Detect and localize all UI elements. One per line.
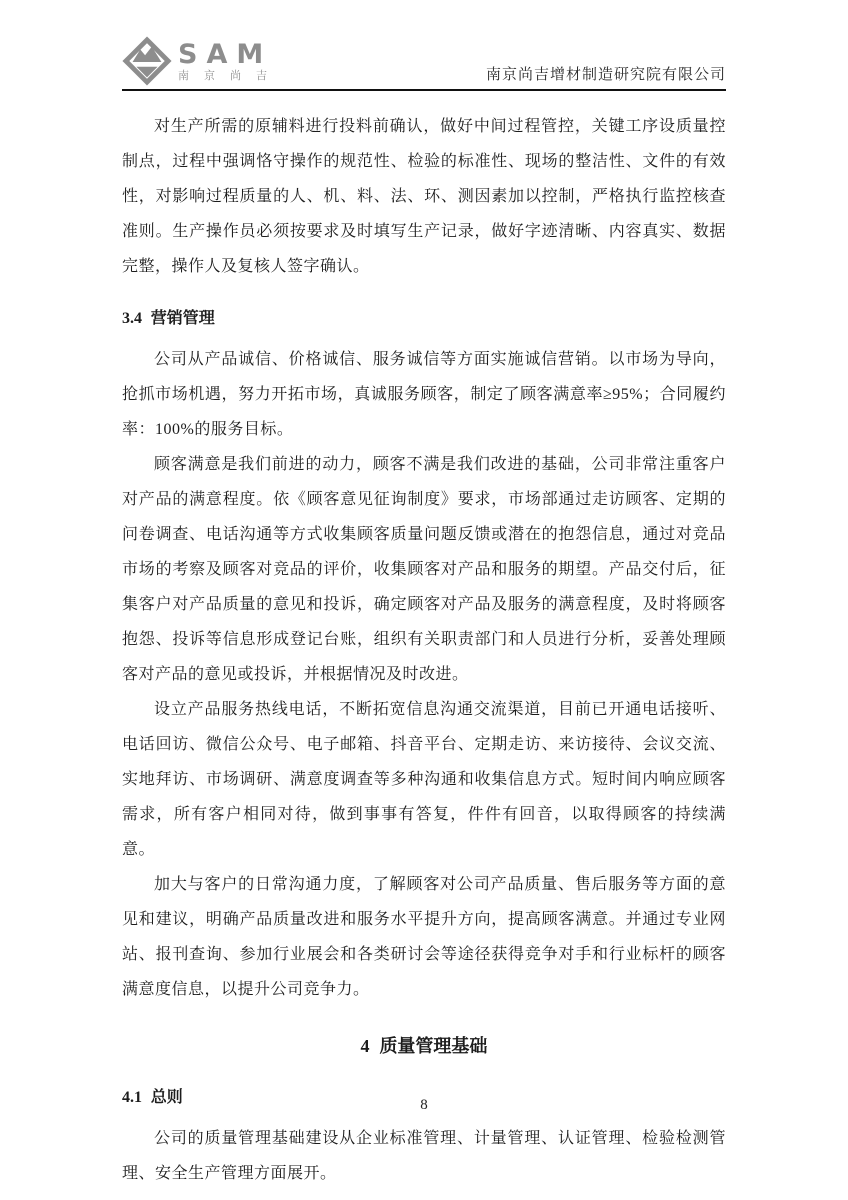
logo-subtext: 南京尚吉 bbox=[178, 69, 282, 82]
company-logo bbox=[122, 36, 282, 86]
heading-title: 营销管理 bbox=[150, 310, 215, 327]
paragraph-service-hotline: 设立产品服务热线电话，不断拓宽信息沟通交流渠道，目前已开通电话接听、电话回访、微信公众号、电子邮箱、抖音平台、定期走访、来访接待、会议交流、实地拜访、市场调研、满意度调查等多种沟通和收集信息方式。短时间内响应顾客需求，所有客户相同对待，做到事事有答复，件件有回音，以取得顾客的持续满意。 bbox=[122, 701, 726, 858]
paragraph-customer-satisfaction: 顾客满意是我们前进的动力，顾客不满是我们改进的基础，公司非常注重客户对产品的满意程度。依《顾客意见征询制度》要求，市场部通过走访顾客、定期的问卷调查、电话沟通等方式收集顾客质量问题反馈或潜在的抱怨信息，通过对竞品市场的考察及顾客对竞品的评价，收集顾客对产品和服务的期望。产品交付后，征集客户对产品质量的意见和投诉，确定顾客对产品及服务的满意程度，及时将顾客抱怨、投诉等信息形成登记台账，组织有关职责部门和人员进行分析，妥善处理顾客对产品的意见或投诉，并根据情况及时改进。 bbox=[122, 456, 726, 683]
page-number: 8 bbox=[420, 1097, 428, 1113]
paragraph-quality-foundation: 公司的质量管理基础建设从企业标准管理、计量管理、认证管理、检验检测管理、安全生产管理方面展开。 bbox=[122, 1130, 726, 1182]
heading-title: 质量管理基础 bbox=[379, 1036, 488, 1056]
heading-number: 3.4 bbox=[122, 310, 142, 327]
page-header bbox=[122, 34, 726, 86]
header-rule bbox=[122, 89, 726, 91]
heading-number: 4 bbox=[360, 1036, 370, 1056]
logo-sam-text: SAM bbox=[178, 38, 273, 70]
heading-title: 总则 bbox=[150, 1089, 183, 1106]
heading-3-4-marketing bbox=[122, 304, 726, 334]
paragraph-integrity-marketing: 公司从产品诚信、价格诚信、服务诚信等方面实施诚信营销。以市场为导向，抢抓市场机遇，努力开拓市场，真诚服务顾客，制定了顾客满意率≥95%；合同履约率：100%的服务目标。 bbox=[122, 351, 726, 438]
document-body bbox=[122, 109, 726, 1191]
paragraph-customer-communication: 加大与客户的日常沟通力度，了解顾客对公司产品质量、售后服务等方面的意见和建议，明确产品质量改进和服务水平提升方向，提高顾客满意。并通过专业网站、报刊查询、参加行业展会和各类研讨会等途径获得竞争对手和行业标杆的顾客满意度信息，以提升公司竞争力。 bbox=[122, 876, 726, 998]
heading-4-quality-foundation bbox=[122, 1029, 726, 1063]
logo-text bbox=[178, 38, 282, 82]
heading-number: 4.1 bbox=[122, 1089, 142, 1106]
logo-diamond-mountain-icon bbox=[122, 36, 172, 86]
paragraph-production-control: 对生产所需的原辅料进行投料前确认，做好中间过程管控，关键工序设质量控制点，过程中强调恪守操作的规范性、检验的标准性、现场的整洁性、文件的有效性，对影响过程质量的人、机、料、法、环、测因素加以控制，严格执行监控核查准则。生产操作员必须按要求及时填写生产记录，做好字迹清晰、内容真实、数据完整，操作人及复核人签字确认。 bbox=[122, 118, 726, 275]
company-name: 南京尚吉增材制造研究院有限公司 bbox=[485, 67, 726, 83]
